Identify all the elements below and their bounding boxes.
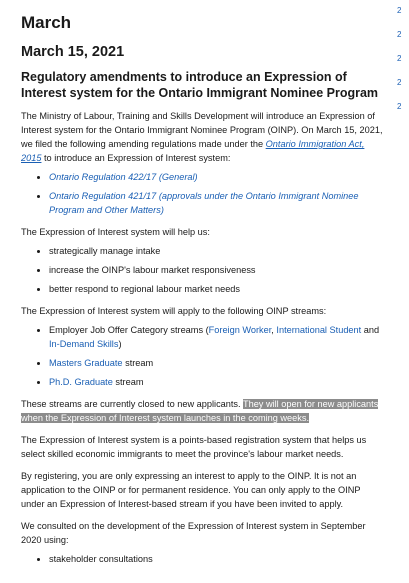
help-intro: The Expression of Interest system will help us: — [21, 227, 210, 237]
streams-intro: The Expression of Interest system will apply to the following OINP streams: — [21, 306, 327, 316]
registering-paragraph: By registering, you are only expressing an interest to apply to the OINP. It is not an application to the OINP or for permanent residence. You can only apply to the OINP under an Expression of Interest-based stream if you have been invited to apply. — [21, 471, 361, 509]
list-item — [49, 323, 383, 351]
year-sidebar — [396, 0, 409, 583]
help-list — [21, 244, 383, 296]
list-item: • strategically manage intake — [49, 244, 383, 258]
list-item: • stakeholder consultations — [49, 552, 383, 566]
points-paragraph: The Expression of Interest system is a points-based registration system that helps us select skilled economic immigrants to meet the province's labour market needs. — [21, 435, 367, 459]
employer-stream-prefix: Employer Job Offer Category streams ( — [49, 325, 209, 335]
sidebar-year-link[interactable]: 2 — [397, 102, 402, 111]
employer-stream-suffix: ) — [118, 339, 122, 349]
sidebar-year-link[interactable]: 2 — [397, 78, 402, 87]
sidebar-year-link[interactable]: 2 — [397, 6, 402, 15]
selected-text-highlight: They will open for new applicants when the Expression of Interest system launches in the coming weeks. — [21, 399, 379, 423]
date-heading: March 15, 2021 — [21, 44, 125, 60]
list-item: • better respond to regional labour market needs — [49, 282, 383, 296]
regulation-421-17-link[interactable]: Ontario Regulation 421/17 (approvals under the Ontario Immigrant Nominee Program and Other Matters) — [49, 191, 359, 215]
ontario-immigration-act-link[interactable]: Ontario Immigration Act, 2015 — [21, 139, 365, 163]
masters-graduate-link[interactable]: Masters Graduate — [49, 358, 123, 368]
article-headline: Regulatory amendments to introduce an Expression of Interest system for the Ontario Immigrant Nominee Program — [21, 70, 379, 100]
stream-suffix: stream — [122, 358, 154, 368]
international-student-link[interactable]: International Student — [276, 325, 362, 335]
separator: and — [361, 325, 380, 335]
intro-paragraph — [21, 109, 383, 165]
separator: , — [271, 325, 277, 335]
list-item — [49, 170, 383, 184]
sidebar-year-link[interactable]: 2 — [397, 30, 402, 39]
list-item: • increase the OINP's labour market responsiveness — [49, 263, 383, 277]
regulation-422-17-link[interactable]: Ontario Regulation 422/17 (General) — [49, 172, 198, 182]
consulted-paragraph: We consulted on the development of the Expression of Interest system in September 2020 using: — [21, 521, 366, 545]
foreign-worker-link[interactable]: Foreign Worker — [208, 325, 272, 335]
article-content — [21, 12, 383, 571]
month-heading: March — [21, 13, 72, 32]
streams-list — [21, 323, 383, 389]
list-item — [49, 375, 383, 389]
phd-graduate-link[interactable]: Ph.D. Graduate — [49, 377, 113, 387]
sidebar-year-link[interactable]: 2 — [397, 54, 402, 63]
closed-text: These streams are currently closed to new applicants. — [21, 399, 243, 409]
closed-paragraph — [21, 397, 383, 425]
list-item — [49, 189, 383, 217]
list-item — [49, 356, 383, 370]
regulations-list — [21, 170, 383, 217]
intro-text-before: The Ministry of Labour, Training and Skills Development will introduce an Expression of Interest system for the Ontario Immigrant Nominee Program (OINP). On March 15, 2021, we filed the following amending regulations made under the — [21, 111, 383, 149]
consulted-list — [21, 552, 383, 566]
stream-suffix: stream — [112, 377, 144, 387]
in-demand-skills-link[interactable]: In-Demand Skills — [49, 339, 119, 349]
intro-text-after: to introduce an Expression of Interest system: — [41, 153, 231, 163]
